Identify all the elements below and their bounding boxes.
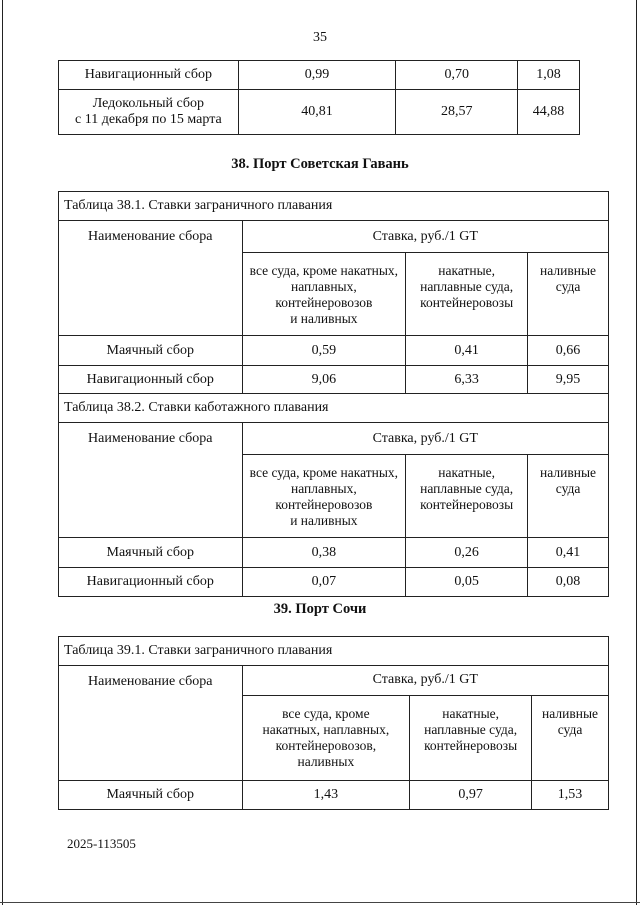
value-cell: 1,53 [532,781,609,810]
value-cell: 0,99 [238,61,396,90]
subheader-roro-vessels: накатные, наплавные суда, контейнеровозы [410,695,532,780]
table-row [59,781,609,810]
value-cell: 6,33 [406,366,528,394]
value-cell: 44,88 [518,90,580,135]
page-frame-bottom [0,902,640,903]
rates-table-39 [58,636,609,810]
rate-header: Ставка, руб./1 GT [242,221,608,253]
table-row [59,568,609,597]
fee-name-header: Наименование сбора [59,666,243,781]
subheader-general-vessels: все суда, кроме накатных, наплавных, контейнеровозов и наливных [242,253,406,336]
header-row [59,423,609,455]
value-cell: 0,66 [528,336,609,366]
table-caption-row [59,394,609,423]
table-row [59,366,609,394]
section-heading-38: 38. Порт Советская Гавань [231,156,409,172]
table-row [59,61,580,90]
subheader-tankers: наливные суда [528,253,609,336]
fee-name-cell: Маячный сбор [59,538,243,568]
fee-name-cell: Навигационный сбор [59,568,243,597]
value-cell: 1,08 [518,61,580,90]
table-row [59,336,609,366]
header-row [59,221,609,253]
subheader-general-vessels: все суда, кроме накатных, наплавных, контейнеровозов, наливных [242,695,410,780]
table-caption: Таблица 38.2. Ставки каботажного плавания [59,394,609,423]
table-caption-row [59,637,609,666]
top-continuation-table [58,60,580,135]
value-cell: 0,38 [242,538,406,568]
fee-name-cell: Навигационный сбор [59,61,239,90]
value-cell: 28,57 [396,90,518,135]
page-number: 35 [313,30,327,45]
fee-name-cell: Маячный сбор [59,336,243,366]
table-row [59,538,609,568]
subheader-tankers: наливные суда [528,455,609,538]
value-cell: 0,08 [528,568,609,597]
value-cell: 0,26 [406,538,528,568]
value-cell: 0,07 [242,568,406,597]
table-row [59,90,580,135]
rate-header: Ставка, руб./1 GT [242,666,608,696]
value-cell: 0,41 [406,336,528,366]
rates-table-38 [58,191,609,597]
fee-name-header: Наименование сбора [59,423,243,538]
value-cell: 1,43 [242,781,410,810]
value-cell: 9,95 [528,366,609,394]
fee-name-cell: Навигационный сбор [59,366,243,394]
subheader-roro-vessels: накатные, наплавные суда, контейнеровозы [406,455,528,538]
value-cell: 0,70 [396,61,518,90]
value-cell: 0,05 [406,568,528,597]
value-cell: 0,41 [528,538,609,568]
page-frame-right [636,0,637,905]
subheader-general-vessels: все суда, кроме накатных, наплавных, контейнеровозов и наливных [242,455,406,538]
value-cell: 0,97 [410,781,532,810]
subheader-roro-vessels: накатные, наплавные суда, контейнеровозы [406,253,528,336]
subheader-tankers: наливные суда [532,695,609,780]
table-caption: Таблица 38.1. Ставки заграничного плавания [59,192,609,221]
table-caption-row [59,192,609,221]
document-code: 2025-113505 [67,836,136,851]
rate-header: Ставка, руб./1 GT [242,423,608,455]
fee-name-header: Наименование сбора [59,221,243,336]
header-row [59,666,609,696]
fee-name-cell: Маячный сбор [59,781,243,810]
page-frame-left [2,0,3,905]
value-cell: 9,06 [242,366,406,394]
fee-name-cell: Ледокольный сбор с 11 декабря по 15 марта [59,90,239,135]
table-caption: Таблица 39.1. Ставки заграничного плавания [59,637,609,666]
section-heading-39: 39. Порт Сочи [273,601,367,617]
value-cell: 0,59 [242,336,406,366]
value-cell: 40,81 [238,90,396,135]
